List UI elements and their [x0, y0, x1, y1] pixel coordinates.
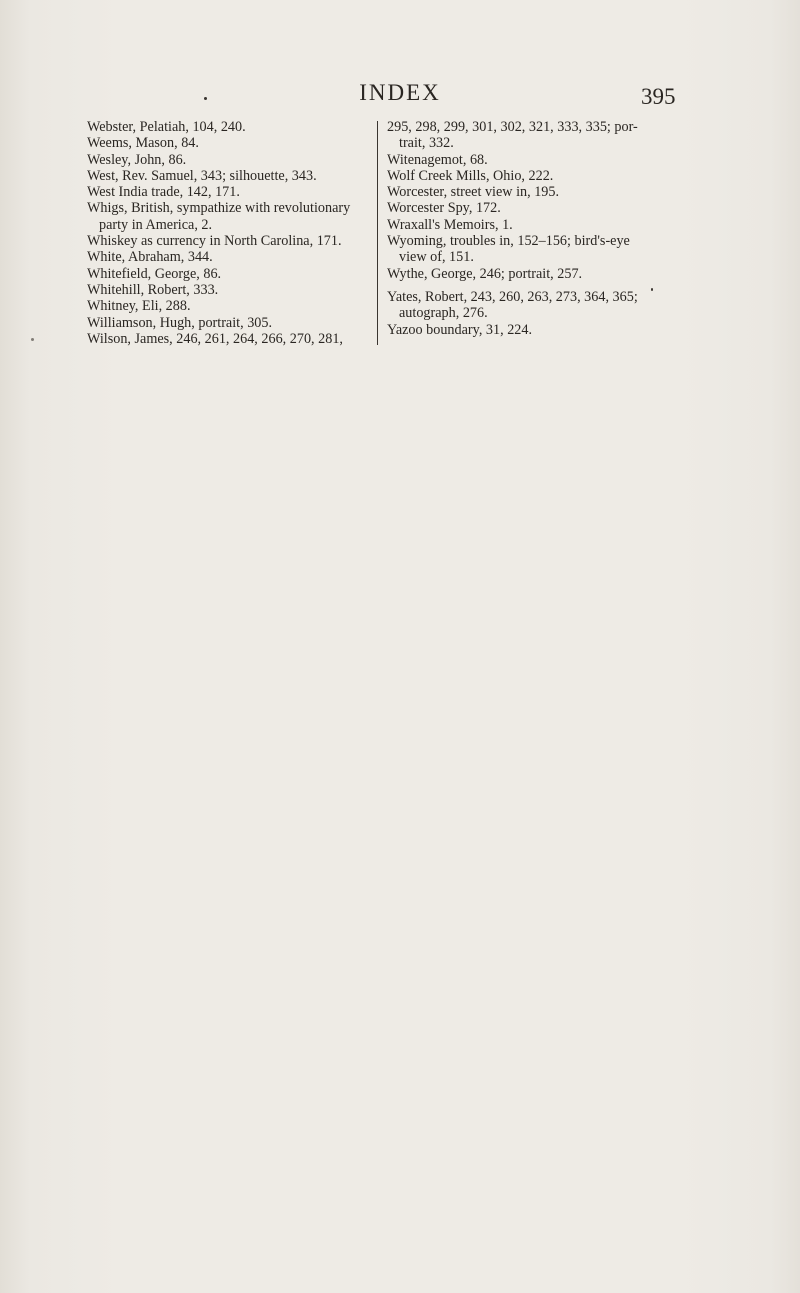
index-entry-text: Worcester Spy, 172. — [387, 200, 501, 217]
index-entry — [87, 233, 372, 249]
page-title: INDEX — [359, 80, 441, 105]
index-entry — [87, 282, 372, 298]
index-entry-text: Yazoo boundary, 31, 224. — [387, 321, 533, 338]
index-entry-continuation: view of, 151. — [399, 249, 474, 266]
index-entry-text: Yates, Robert, 243, 260, 263, 273, 364, 365; — [387, 288, 638, 305]
index-entry-text: Wilson, James, 246, 261, 264, 266, 270, 281, — [87, 330, 343, 347]
index-entry — [387, 184, 687, 200]
index-entry — [87, 331, 372, 347]
index-entry — [387, 200, 687, 216]
index-entry-text: Witenagemot, 68. — [387, 151, 488, 168]
index-entry-text: Whiskey as currency in North Carolina, 171. — [87, 233, 342, 250]
index-entry — [87, 184, 372, 200]
index-entry — [387, 217, 687, 233]
index-column-right — [387, 119, 687, 338]
index-entry-text: Wolf Creek Mills, Ohio, 222. — [387, 167, 554, 184]
index-entry — [387, 233, 687, 266]
index-entry-text: Whitney, Eli, 288. — [87, 298, 191, 315]
index-entry — [87, 200, 372, 233]
page-number: 395 — [641, 84, 676, 109]
index-entry-text: Wyoming, troubles in, 152–156; bird's-eye — [387, 233, 630, 250]
index-entry-text: Webster, Pelatiah, 104, 240. — [87, 119, 246, 135]
index-entry-continuation: autograph, 276. — [399, 305, 488, 322]
index-entry — [387, 119, 687, 152]
index-entry-text: White, Abraham, 344. — [87, 249, 213, 266]
index-entry — [87, 266, 372, 282]
column-divider — [377, 121, 378, 345]
index-entry — [387, 152, 687, 168]
index-column-left — [87, 119, 372, 347]
index-entry — [87, 249, 372, 265]
paper-speck — [31, 338, 34, 341]
index-entry — [87, 135, 372, 151]
index-entry-text: Williamson, Hugh, portrait, 305. — [87, 314, 273, 331]
index-entry — [387, 168, 687, 184]
index-entry-text: 295, 298, 299, 301, 302, 321, 333, 335; por- — [387, 119, 638, 135]
index-entry-text: Whigs, British, sympathize with revolutionary — [87, 200, 351, 217]
index-entry-continuation: party in America, 2. — [99, 216, 213, 233]
index-entry-continuation: trait, 332. — [399, 135, 454, 152]
index-entry-text: West India trade, 142, 171. — [87, 184, 240, 201]
paper-speck — [651, 288, 653, 291]
index-entry-text: Wraxall's Memoirs, 1. — [387, 216, 513, 233]
index-entry-text: Weems, Mason, 84. — [87, 135, 199, 152]
index-entry — [87, 168, 372, 184]
index-entry — [387, 322, 687, 338]
paper-speck — [204, 97, 207, 100]
index-entry — [387, 266, 687, 282]
index-entry — [87, 315, 372, 331]
index-entry — [87, 119, 372, 135]
index-entry-text: West, Rev. Samuel, 343; silhouette, 343. — [87, 167, 317, 184]
index-entry-text: Whitehill, Robert, 333. — [87, 281, 219, 298]
index-entry-text: Wesley, John, 86. — [87, 151, 187, 168]
index-entry-text: Whitefield, George, 86. — [87, 265, 222, 282]
index-entry-text: Worcester, street view in, 195. — [387, 184, 560, 201]
index-entry — [87, 152, 372, 168]
index-entry — [387, 289, 687, 322]
index-entry-text: Wythe, George, 246; portrait, 257. — [387, 265, 583, 282]
index-entry — [87, 298, 372, 314]
